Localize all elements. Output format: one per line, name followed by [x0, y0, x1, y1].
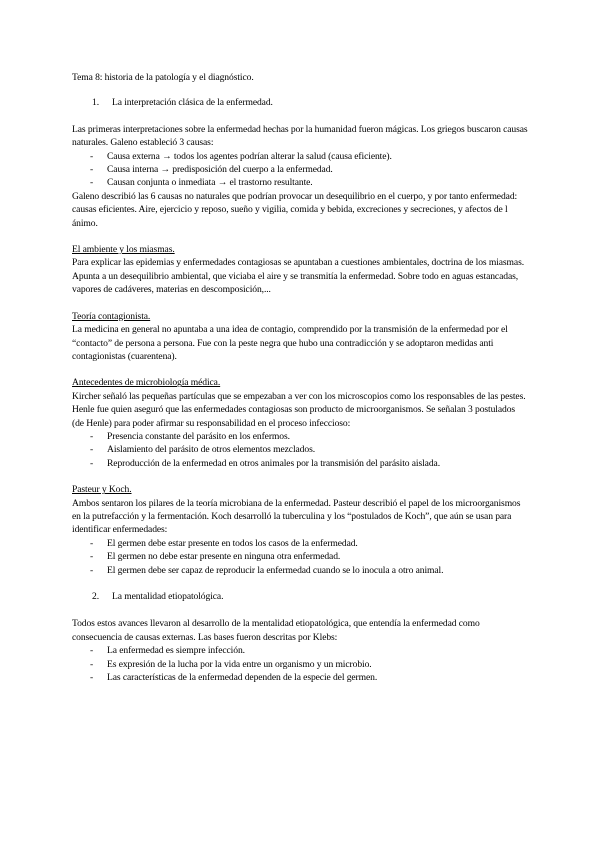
paragraph-pasteur-koch: Ambos sentaron los pilares de la teoría microbiana de la enfermedad. Pasteur describió el papel de los microorganismos en la putrefacción y la fermentación. Koch desarrolló la tuberculina y los “postulados de Koch”, que aún se usan para identificar enfermedades:: [72, 497, 521, 536]
list-item: - Causa externa → todos los agentes podrían alterar la salud (causa eficiente).: [72, 150, 528, 163]
causes-list: [72, 150, 528, 190]
list-item: - El germen no debe estar presente en ninguna otra enfermedad.: [72, 550, 528, 563]
paragraph-contagio: La medicina en general no apuntaba a una idea de contagio, comprendido por la transmisión de la enfermedad por el “contacto” de persona a persona. Fue con la peste negra que hubo una contradicción y se adoptaron medidas anti contagionistas (cuarentena).: [72, 324, 508, 362]
list-item: - Es expresión de la lucha por la vida entre un organismo y un microbio.: [72, 658, 528, 671]
koch-postulates-list: [72, 537, 528, 577]
list-item: - Aislamiento del parásito de otros elementos mezclados.: [72, 443, 528, 456]
section-1-title: La interpretación clásica de la enfermedad.: [112, 97, 273, 109]
document-body: [72, 71, 528, 684]
paragraph-ambiente: Para explicar las epidemias y enfermedades contagiosas se apuntaban a cuestiones ambientales, doctrina de los miasmas. Apunta a un desequilibrio ambiental, que viciaba el aire y se transmitía la enfermedad. Sobre todo en aguas estancadas, vapores de cadáveres, materias en descomposición,...: [72, 257, 525, 296]
paragraph-galeno: Galeno describió las 6 causas no naturales que podrían provocar un desequilibrio en el cuerpo, y por tanto enfermedad: causas eficientes. Aire, ejercicio y reposo, sueño y vigilia, comida y bebida, excreciones y secreciones, y afectos de l ánimo.: [72, 190, 518, 229]
section-2-title: La mentalidad etiopatológica.: [112, 591, 224, 602]
henle-postulates-list: [72, 430, 528, 470]
subheading-pasteur-koch: Pasteur y Koch.: [72, 484, 132, 496]
list-item: - El germen debe ser capaz de reproducir la enfermedad cuando se lo inocula a otro animal.: [72, 564, 528, 577]
subheading-microbiologia: Antecedentes de microbiología médica.: [72, 377, 221, 389]
list-item: - Causa interna → predisposición del cuerpo a la enfermedad.: [72, 163, 528, 176]
paragraph-klebs: Todos estos avances llevaron al desarrollo de la mentalidad etiopatológica, que entendía la enfermedad como consecuencia de causas externas. Las bases fueron descritas por Klebs:: [72, 618, 480, 643]
paragraph-microbiologia: Kircher señaló las pequeñas partículas que se empezaban a ver con los microscopios como los responsables de las pestes. Henle fue quien aseguró que las enfermedades contagiosas son producto de microorganismos. Se señalan 3 postulados (de Henle) para poder afirmar su responsabilidad en el proceso infeccioso:: [72, 390, 526, 429]
list-item: - Reproducción de la enfermedad en otros animales por la transmisión del parásito aislada.: [72, 457, 528, 470]
paragraph-intro: Las primeras interpretaciones sobre la enfermedad hechas por la humanidad fueron mágicas. Los griegos buscaron causas naturales. Galeno estableció 3 causas:: [72, 123, 528, 149]
list-item: - Causan conjunta o inmediata → el trastorno resultante.: [72, 176, 528, 189]
document-title: Tema 8: historia de la patología y el diagnóstico.: [72, 72, 254, 83]
section-1-heading: [92, 96, 528, 109]
subheading-contagio: Teoría contagionista.: [72, 310, 151, 322]
section-2-heading: [92, 590, 528, 603]
list-item: - Presencia constante del parásito en los enfermos.: [72, 430, 528, 443]
list-item: - Las características de la enfermedad dependen de la especie del germen.: [72, 671, 528, 684]
klebs-list: [72, 644, 528, 684]
subheading-ambiente: El ambiente y los miasmas.: [72, 244, 175, 256]
list-item: - La enfermedad es siempre infección.: [72, 644, 528, 657]
section-2-number: 2.: [92, 591, 99, 602]
list-item: - El germen debe estar presente en todos los casos de la enfermedad.: [72, 537, 528, 550]
section-1-number: 1.: [92, 97, 99, 109]
